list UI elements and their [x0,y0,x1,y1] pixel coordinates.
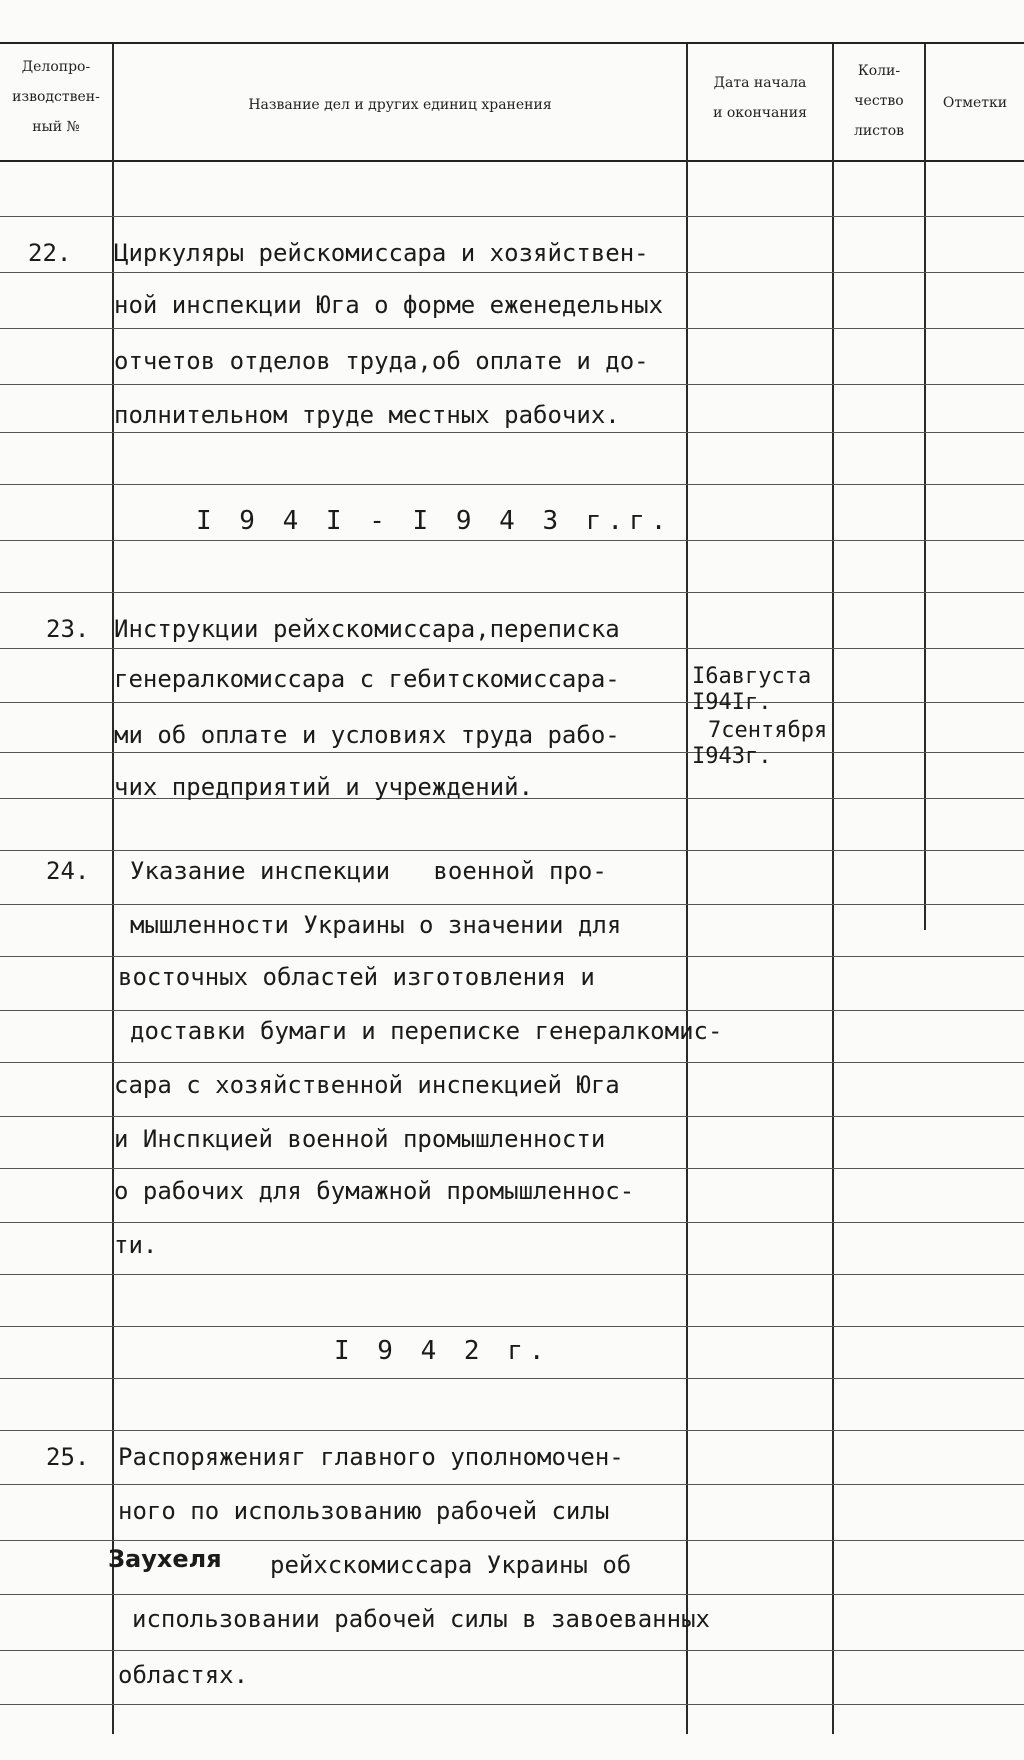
entry-24-line-8: ти. [114,1231,158,1259]
header-col-number-line1: Делопро- [21,59,91,75]
entry-23-date-start-year: I94Iг. [692,690,772,715]
entry-23-date-start-day: I6августа [692,664,812,689]
entry-23-line-2: генералкомиссара с гебитскомиссара- [114,665,620,693]
header-col-number-line3: ный № [32,119,80,135]
entry-25-line-3: рейхскомиссара Украины об [270,1551,632,1579]
year-heading-1941-1943: I 9 4 I - I 9 4 3 г.г. [196,506,673,536]
entry-24-line-1: Указание инспекции военной про- [130,857,607,885]
entry-23-line-3: ми об оплате и условиях труда рабо- [114,721,620,749]
entry-25-line-5: областях. [118,1661,249,1689]
top-border [0,42,1024,44]
entry-22-line-1: Циркуляры рейскомиссара и хозяйствен- [114,239,649,267]
entry-22-number: 22. [28,239,72,267]
header-col-dates [688,68,832,128]
entry-22-line-3: отчетов отделов труда,об оплате и до- [114,347,649,375]
header-col-sheets [834,56,924,146]
header-col-notes: Отметки [942,95,1008,111]
entry-25-line-2: ного по использованию рабочей силы [118,1497,610,1525]
entry-22-line-2: ной инспекции Юга о форме еженедельных [114,291,664,319]
header-col-number [0,52,112,142]
entry-24-line-4: доставки бумаги и переписке генералкомис- [130,1017,723,1045]
entry-25-number: 25. [46,1443,90,1471]
header-border [0,160,1024,162]
header-col-dates-line2: и окончания [713,105,807,121]
header-col-dates-line1: Дата начала [713,75,807,91]
entry-24-line-2: мышленности Украины о значении для [130,911,622,939]
header-col-sheets-line2: чество [854,93,904,109]
entry-24-line-6: и Инспкцией военной промышленности [114,1125,606,1153]
header-col-title: Название дел и других единиц хранения [248,97,552,113]
column-divider-2 [686,44,688,1734]
entry-23-date-end-day: 7сентября [708,718,828,743]
entry-22-line-4: полнительном труде местных рабочих. [114,401,620,429]
column-divider-3 [832,44,834,1734]
entry-25-line-1: Распоряженияг главного уполномочен- [118,1443,624,1471]
header-col-number-line2: изводствен- [12,89,100,105]
entry-23-line-4: чих предприятий и учреждений. [114,773,534,801]
entry-24-line-5: сара с хозяйственной инспекцией Юга [114,1071,620,1099]
entry-25-insert: Заухеля [108,1545,222,1573]
header-col-sheets-line3: листов [853,123,905,139]
entry-24-line-7: о рабочих для бумажной промышленнос- [114,1177,635,1205]
entry-23-number: 23. [46,615,90,643]
entry-24-number: 24. [46,857,90,885]
year-heading-1942: I 9 4 2 г. [334,1336,551,1366]
entry-23-line-1: Инструкции рейхскомиссара,переписка [114,615,620,643]
entry-23-date-end-year: I943г. [692,744,772,769]
entry-24-line-3: восточных областей изготовления и [118,963,595,991]
entry-25-line-4: использовании рабочей силы в завоеванных [132,1605,710,1633]
header-col-sheets-line1: Коли- [857,63,901,79]
